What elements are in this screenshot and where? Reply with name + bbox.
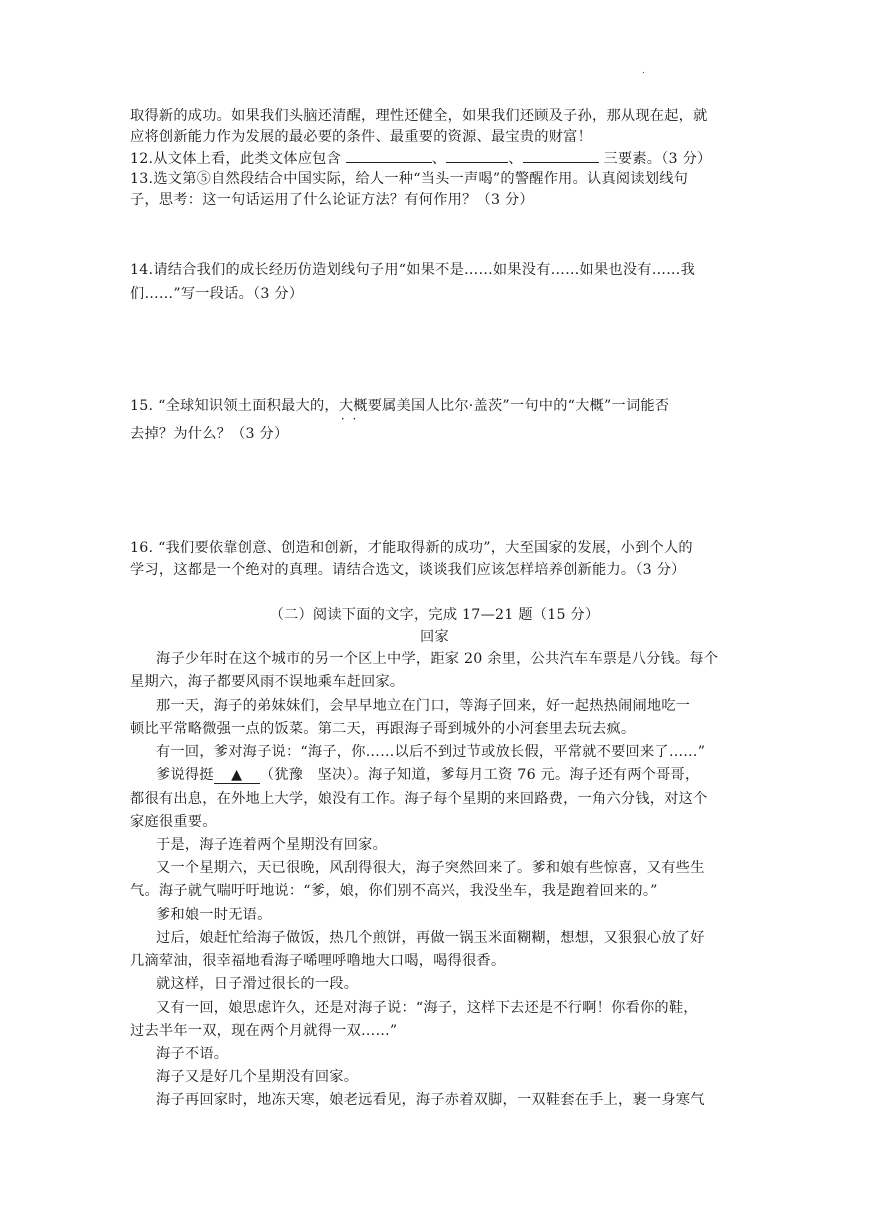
question-13-line-2: 子，思考：这一句话运用了什么论证方法？有何作用？（3 分） xyxy=(130,192,534,208)
section-title: （二）阅读下面的文字，完成 17—21 题（15 分） xyxy=(269,607,600,623)
story-p1-line-1: 海子少年时在这个城市的另一个区上中学，距家 20 余里，公共汽车车票是八分钱。每个 xyxy=(156,651,719,667)
q15-part-2: 要属美国人比尔·盖茨”一句中的“大概”一词能否 xyxy=(367,398,670,414)
story-p6-line-2: 气。海子就气喘吁吁地说：“爹，娘，你们别不高兴，我没坐车，我是跑着回来的。” xyxy=(130,883,658,899)
story-p2-line-1: 那一天，海子的弟妹妹们，会早早地立在门口，等海子回来，好一起热热闹闹地吃一 xyxy=(156,698,691,714)
story-p10-line-2: 过去半年一双，现在两个月就得一双……” xyxy=(130,1023,398,1039)
story-p4-post: （犹豫 坚决）。海子知道，爹每月工资 76 元。海子还有两个哥哥， xyxy=(259,767,700,783)
story-p8-line-2: 几滴荤油，很幸福地看海子唏哩呼噜地大口喝，喝得很香。 xyxy=(130,953,506,969)
story-p2-line-2: 顿比平常略微强一点的饭菜。第二天，再跟海子哥到城外的小河套里去玩去疯。 xyxy=(130,721,636,737)
q12-prefix: 12.从文体上看，此类文体应包含 xyxy=(130,151,342,167)
q15-part-1: 15. “全球知识领土面积最大的， xyxy=(130,398,339,414)
intro-line-2: 应将创新能力作为发展的最必要的条件、最重要的资源、最宝贵的财富！ xyxy=(130,129,593,145)
story-p4-line-2: 都很有出息，在外地上大学，娘没有工作。海子每个星期的来回路费，一角六分钱，对这个 xyxy=(130,791,708,807)
question-15-line-1 xyxy=(130,396,669,416)
story-p11: 海子不语。 xyxy=(156,1046,229,1062)
q12-suffix: 三要素。（3 分） xyxy=(603,151,712,167)
q12-blank-1[interactable] xyxy=(346,148,432,163)
story-p6-line-1: 又一个星期六，天已很晚，风刮得很大，海子突然回来了。爹和娘有些惊喜，又有些生 xyxy=(156,860,705,876)
intro-line-1: 取得新的成功。如果我们头脑还清醒，理性还健全，如果我们还顾及子孙，那从现在起，就 xyxy=(130,108,708,124)
q15-emphasis-word: 大概 · · xyxy=(339,396,368,416)
question-13-line-1: 13.选文第⑤自然段结合中国实际，给人一种“当头一声喝”的警醒作用。认真阅读划线句 xyxy=(130,171,689,187)
q12-blank-2[interactable] xyxy=(446,148,508,163)
question-14-line-1: 14.请结合我们的成长经历仿造划线句子用“如果不是……如果没有……如果也没有……我 xyxy=(130,262,696,278)
story-p4-line-1 xyxy=(156,765,699,785)
story-p7: 爹和娘一时无语。 xyxy=(156,907,272,923)
question-15-line-2: 去掉？为什么？（3 分） xyxy=(130,426,289,442)
story-p5: 于是，海子连着两个星期没有回家。 xyxy=(156,837,388,853)
answer-blank-triangle[interactable]: ▲ xyxy=(214,767,260,784)
story-p10-line-1: 又有一回，娘思虑许久，还是对海子说：“海子，这样下去还是不行啊！你看你的鞋， xyxy=(156,1000,698,1016)
question-16-line-1: 16. “我们要依靠创意、创造和创新，才能取得新的成功”，大至国家的发展，小到个人的 xyxy=(130,540,693,556)
question-12 xyxy=(130,148,711,169)
story-p1-line-2: 星期六，海子都要风雨不误地乘车赶回家。 xyxy=(130,674,405,690)
q12-sep-1: 、 xyxy=(431,151,447,167)
q12-sep-2: 、 xyxy=(508,151,523,167)
story-p9: 就这样，日子滑过很长的一段。 xyxy=(156,976,359,992)
story-p4-line-3: 家庭很重要。 xyxy=(130,814,217,830)
story-title: 回家 xyxy=(420,629,449,645)
story-p13: 海子再回家时，地冻天寒，娘老远看见，海子赤着双脚，一双鞋套在手上，裹一身寒气 xyxy=(156,1092,705,1108)
q12-blank-3[interactable] xyxy=(523,148,599,163)
question-16-line-2: 学习，这都是一个绝对的真理。请结合选文，谈谈我们应该怎样培养创新能力。（3 分） xyxy=(130,562,686,578)
story-p4-pre: 爹说得挺 xyxy=(156,767,214,783)
story-p3: 有一回，爹对海子说：“海子，你……以后不到过节或放长假，平常就不要回来了……” xyxy=(156,744,706,760)
question-14-line-2: 们……”写一段话。（3 分） xyxy=(130,286,304,302)
page-dot: . xyxy=(642,66,645,76)
story-p8-line-1: 过后，娘赶忙给海子做饭，热几个煎饼，再做一锅玉米面糊糊，想想，又狠狠心放了好 xyxy=(156,930,705,946)
story-p12: 海子又是好几个星期没有回家。 xyxy=(156,1069,359,1085)
